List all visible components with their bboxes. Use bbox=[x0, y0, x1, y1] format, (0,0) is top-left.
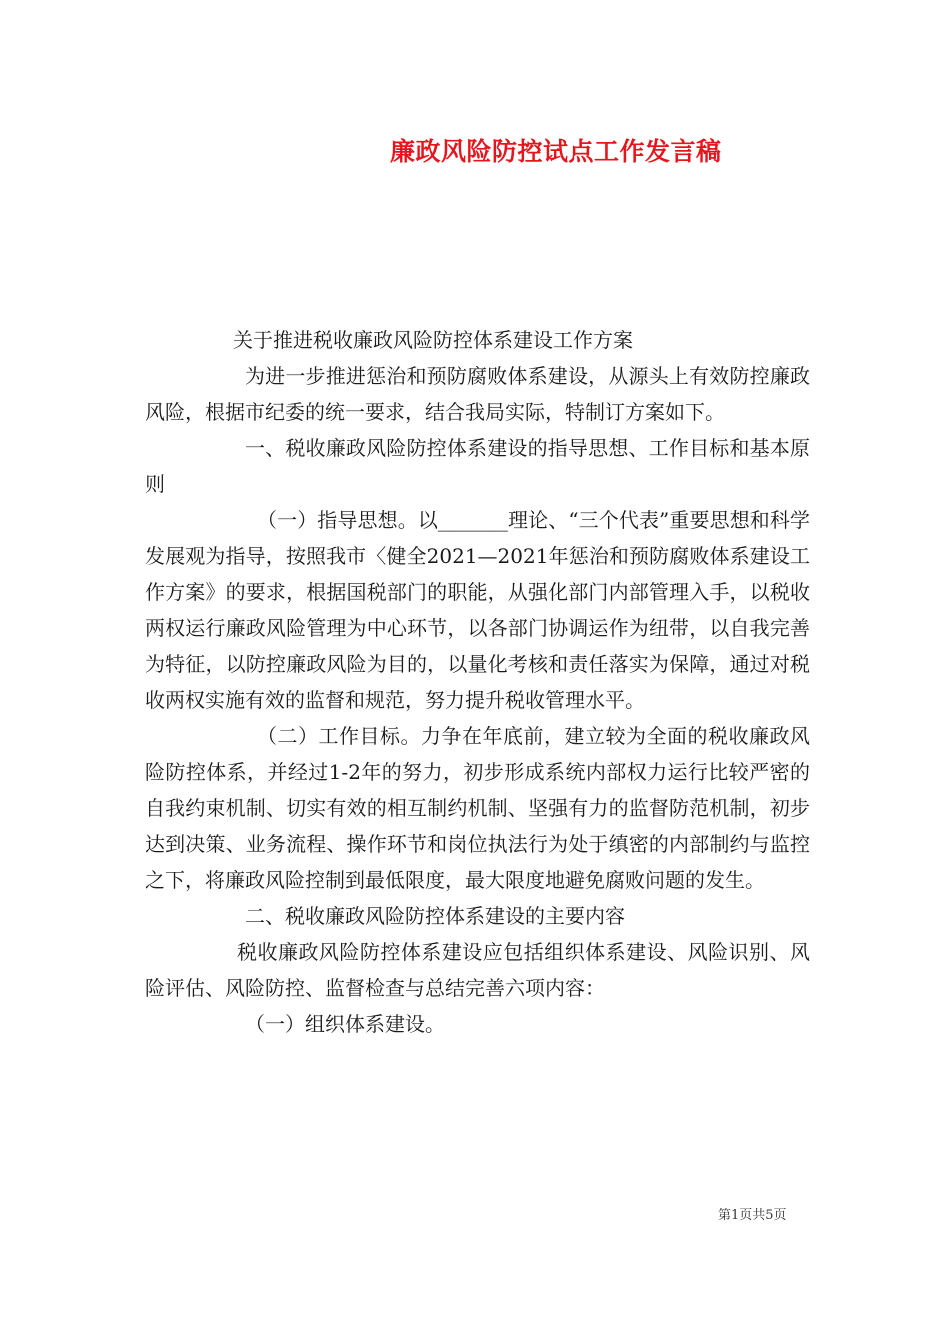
paragraph-section-one-title: 一、税收廉政风险防控体系建设的指导思想、工作目标和基本原则 bbox=[145, 436, 810, 496]
paragraph-main-content: 税收廉政风险防控体系建设应包括组织体系建设、风险识别、风险评估、风险防控、监督检查与总结完善六项内容： bbox=[145, 940, 810, 1000]
paragraph-section-two-title: 二、税收廉政风险防控体系建设的主要内容 bbox=[245, 904, 625, 928]
paragraph-work-goals: （二）工作目标。力争在年底前，建立较为全面的税收廉政风险防控体系，并经过1-2年的努力，初步形成系统内部权力运行比较严密的自我约束机制、切实有效的相互制约机制、坚强有力的监督防范机制，初步达到决策、业务流程、操作环节和岗位执法行为处于缜密的内部制约与监控之下，将廉政风险控制到最低限度，最大限度地避免腐败问题的发生。 bbox=[145, 724, 810, 892]
page-number: 第1页共5页 bbox=[718, 1208, 787, 1223]
document-body bbox=[145, 322, 810, 1042]
paragraph-intro: 为进一步推进惩治和预防腐败体系建设，从源头上有效防控廉政风险，根据市纪委的统一要求，结合我局实际，特制订方案如下。 bbox=[145, 364, 810, 424]
paragraph-guiding-ideology: （一）指导思想。以_______理论、“三个代表”重要思想和科学发展观为指导，按照我市〈健全2021—2021年惩治和预防腐败体系建设工作方案》的要求，根据国税部门的职能，从强化部门内部管理入手，以税收两权运行廉政风险管理为中心环节，以各部门协调运作为纽带，以自我完善为特征，以防控廉政风险为目的，以量化考核和责任落实为保障，通过对税收两权实施有效的监督和规范，努力提升税收管理水平。 bbox=[145, 508, 810, 712]
paragraph-organization-system: （一）组织体系建设。 bbox=[245, 1012, 445, 1036]
section-heading: 关于推进税收廉政风险防控体系建设工作方案 bbox=[233, 328, 633, 352]
document-title: 廉政风险防控试点工作发言稿 bbox=[390, 137, 722, 166]
